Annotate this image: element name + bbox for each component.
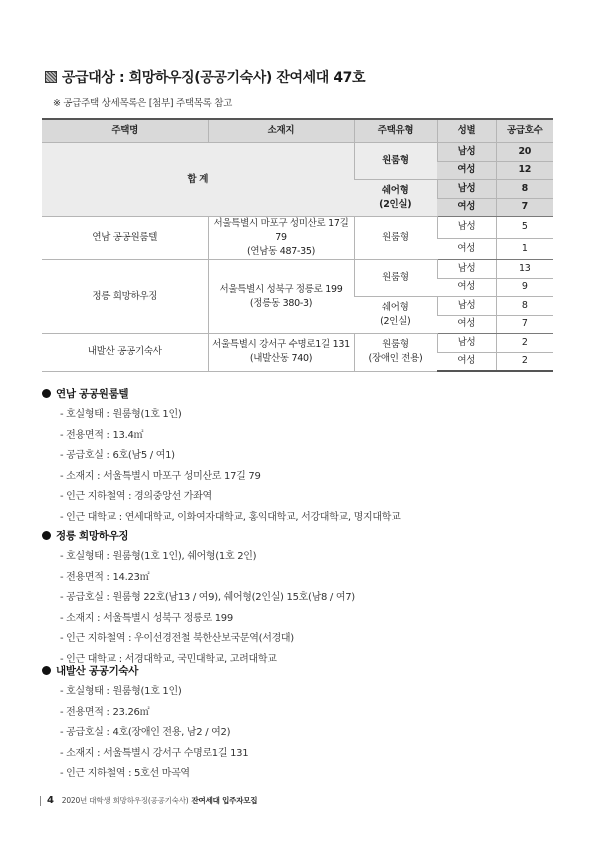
house-type — [354, 297, 437, 334]
type-line: 쉐어형 — [381, 302, 409, 313]
type-line: (2인실) — [379, 199, 412, 210]
table-row — [42, 143, 553, 162]
heading-square-icon — [45, 71, 57, 83]
count-cell: 2 — [496, 352, 553, 371]
section-title: 연남 공공원룸텔 — [56, 388, 129, 400]
address-line: (정릉동 380-3) — [249, 297, 313, 309]
total-count: 12 — [496, 161, 553, 180]
col-header-type: 주택유형 — [354, 119, 437, 143]
total-count: 20 — [496, 143, 553, 162]
type-line: 쉐어형 — [381, 185, 409, 196]
page-title-text: 공급대상 : 희망하우징(공공기숙사) 잔여세대 47호 — [62, 70, 366, 86]
total-count: 7 — [496, 198, 553, 217]
house-name: 내발산 공공기숙사 — [42, 334, 208, 372]
section-naebalsan — [42, 663, 248, 785]
gender-cell: 여성 — [437, 238, 496, 260]
list-item: - 인근 대학교 : 서경대학교, 국민대학교, 고려대학교 — [60, 653, 277, 665]
col-header-gender: 성별 — [437, 119, 496, 143]
section-heading — [42, 386, 400, 401]
list-item: - 공급호실 : 4호(장애인 전용, 남2 / 여2) — [60, 727, 231, 738]
count-cell: 2 — [496, 334, 553, 353]
list-item: - 인근 지하철역 : 5호선 마곡역 — [60, 768, 190, 779]
house-type: 원룸형 — [354, 260, 437, 297]
list-item: - 공급호실 : 원룸형 22호(남13 / 여9), 쉐어형(2인실) 15호(남8 / 여7) — [60, 592, 355, 603]
list-item: - 호실형태 : 원룸형(1호 1인), 쉐어형(1호 2인) — [60, 551, 257, 562]
list-item: - 전용면적 : 13.4㎡ — [60, 429, 144, 441]
gender-cell: 여성 — [437, 278, 496, 297]
total-count: 8 — [496, 180, 553, 199]
type-line: (장애인 전용) — [368, 353, 423, 365]
gender-cell: 여성 — [437, 352, 496, 371]
supply-table — [42, 118, 553, 372]
house-name: 정릉 희망하우징 — [42, 260, 208, 334]
house-address — [208, 334, 354, 372]
address-line: 서울특별시 성북구 정릉로 199 — [219, 283, 343, 295]
list-item: - 인근 지하철역 : 우이선경전철 북한산보국문역(서경대) — [60, 633, 294, 644]
house-address — [208, 260, 354, 334]
table-row — [42, 260, 553, 279]
type-line: (2인실) — [380, 316, 411, 327]
col-header-count: 공급호수 — [496, 119, 553, 143]
count-cell: 8 — [496, 297, 553, 316]
count-cell: 7 — [496, 315, 553, 334]
footer-text: 2020년 대학생 희망하우징(공공기숙사) — [61, 796, 189, 805]
house-type — [354, 334, 437, 372]
total-type-oneroom: 원룸형 — [354, 143, 437, 180]
list-item: - 호실형태 : 원룸형(1호 1인) — [60, 409, 182, 420]
col-header-address: 소재지 — [208, 119, 354, 143]
type-line: 원룸형 — [382, 339, 409, 351]
list-item: - 전용면적 : 14.23㎡ — [60, 571, 150, 583]
gender-cell: 남성 — [437, 334, 496, 353]
bullet-dot-icon — [42, 389, 51, 398]
detail-list — [42, 547, 355, 670]
table-row — [42, 334, 553, 353]
gender-cell: 남성 — [437, 297, 496, 316]
total-gender: 여성 — [437, 198, 496, 217]
table-row — [42, 217, 553, 239]
address-line: (내발산동 740) — [249, 353, 313, 365]
section-jeongneung — [42, 528, 355, 670]
page-title — [45, 67, 365, 87]
total-gender: 남성 — [437, 143, 496, 162]
table-header-row — [42, 119, 553, 143]
house-address — [208, 217, 354, 260]
list-item: - 인근 지하철역 : 경의중앙선 가좌역 — [60, 491, 212, 502]
section-heading — [42, 663, 248, 678]
section-title: 정릉 희망하우징 — [56, 530, 129, 542]
gender-cell: 여성 — [437, 315, 496, 334]
section-title: 내발산 공공기숙사 — [56, 665, 139, 677]
count-cell: 5 — [496, 217, 553, 239]
total-label: 합 계 — [42, 143, 354, 217]
address-line: 서울특별시 마포구 성미산로 17길 79 — [213, 218, 349, 243]
address-line: 서울특별시 강서구 수명로1길 131 — [212, 339, 350, 351]
total-gender: 여성 — [437, 161, 496, 180]
gender-cell: 남성 — [437, 260, 496, 279]
detail-list — [42, 682, 248, 785]
footer-divider — [40, 796, 41, 806]
list-item: - 호실형태 : 원룸형(1호 1인) — [60, 686, 182, 697]
list-item: - 소재지 : 서울특별시 성북구 정릉로 199 — [60, 612, 233, 624]
section-yeonnam — [42, 386, 400, 528]
list-item: - 소재지 : 서울특별시 강서구 수명로1길 131 — [60, 747, 249, 759]
house-name: 연남 공공원룸텔 — [42, 217, 208, 260]
reference-note: ※ 공급주택 상세목록은 [첨부] 주택목록 참고 — [53, 98, 232, 109]
page-number: 4 — [47, 795, 54, 806]
total-gender: 남성 — [437, 180, 496, 199]
section-heading — [42, 528, 355, 543]
count-cell: 9 — [496, 278, 553, 297]
address-line: (연남동 487-35) — [246, 246, 315, 257]
col-header-name: 주택명 — [42, 119, 208, 143]
gender-cell: 남성 — [437, 217, 496, 239]
detail-list — [42, 405, 400, 528]
footer-text-bold: 잔여세대 입주자모집 — [191, 796, 258, 805]
bullet-dot-icon — [42, 666, 51, 675]
count-cell: 13 — [496, 260, 553, 279]
list-item: - 전용면적 : 23.26㎡ — [60, 706, 150, 718]
house-type: 원룸형 — [354, 217, 437, 260]
list-item: - 인근 대학교 : 연세대학교, 이화여자대학교, 홍익대학교, 서강대학교, 명지대학교 — [60, 511, 401, 523]
list-item: - 소재지 : 서울특별시 마포구 성미산로 17길 79 — [60, 470, 261, 482]
total-type-share — [354, 180, 437, 217]
bullet-dot-icon — [42, 531, 51, 540]
count-cell: 1 — [496, 238, 553, 260]
page-footer — [40, 795, 257, 806]
list-item: - 공급호실 : 6호(남5 / 여1) — [60, 450, 175, 461]
